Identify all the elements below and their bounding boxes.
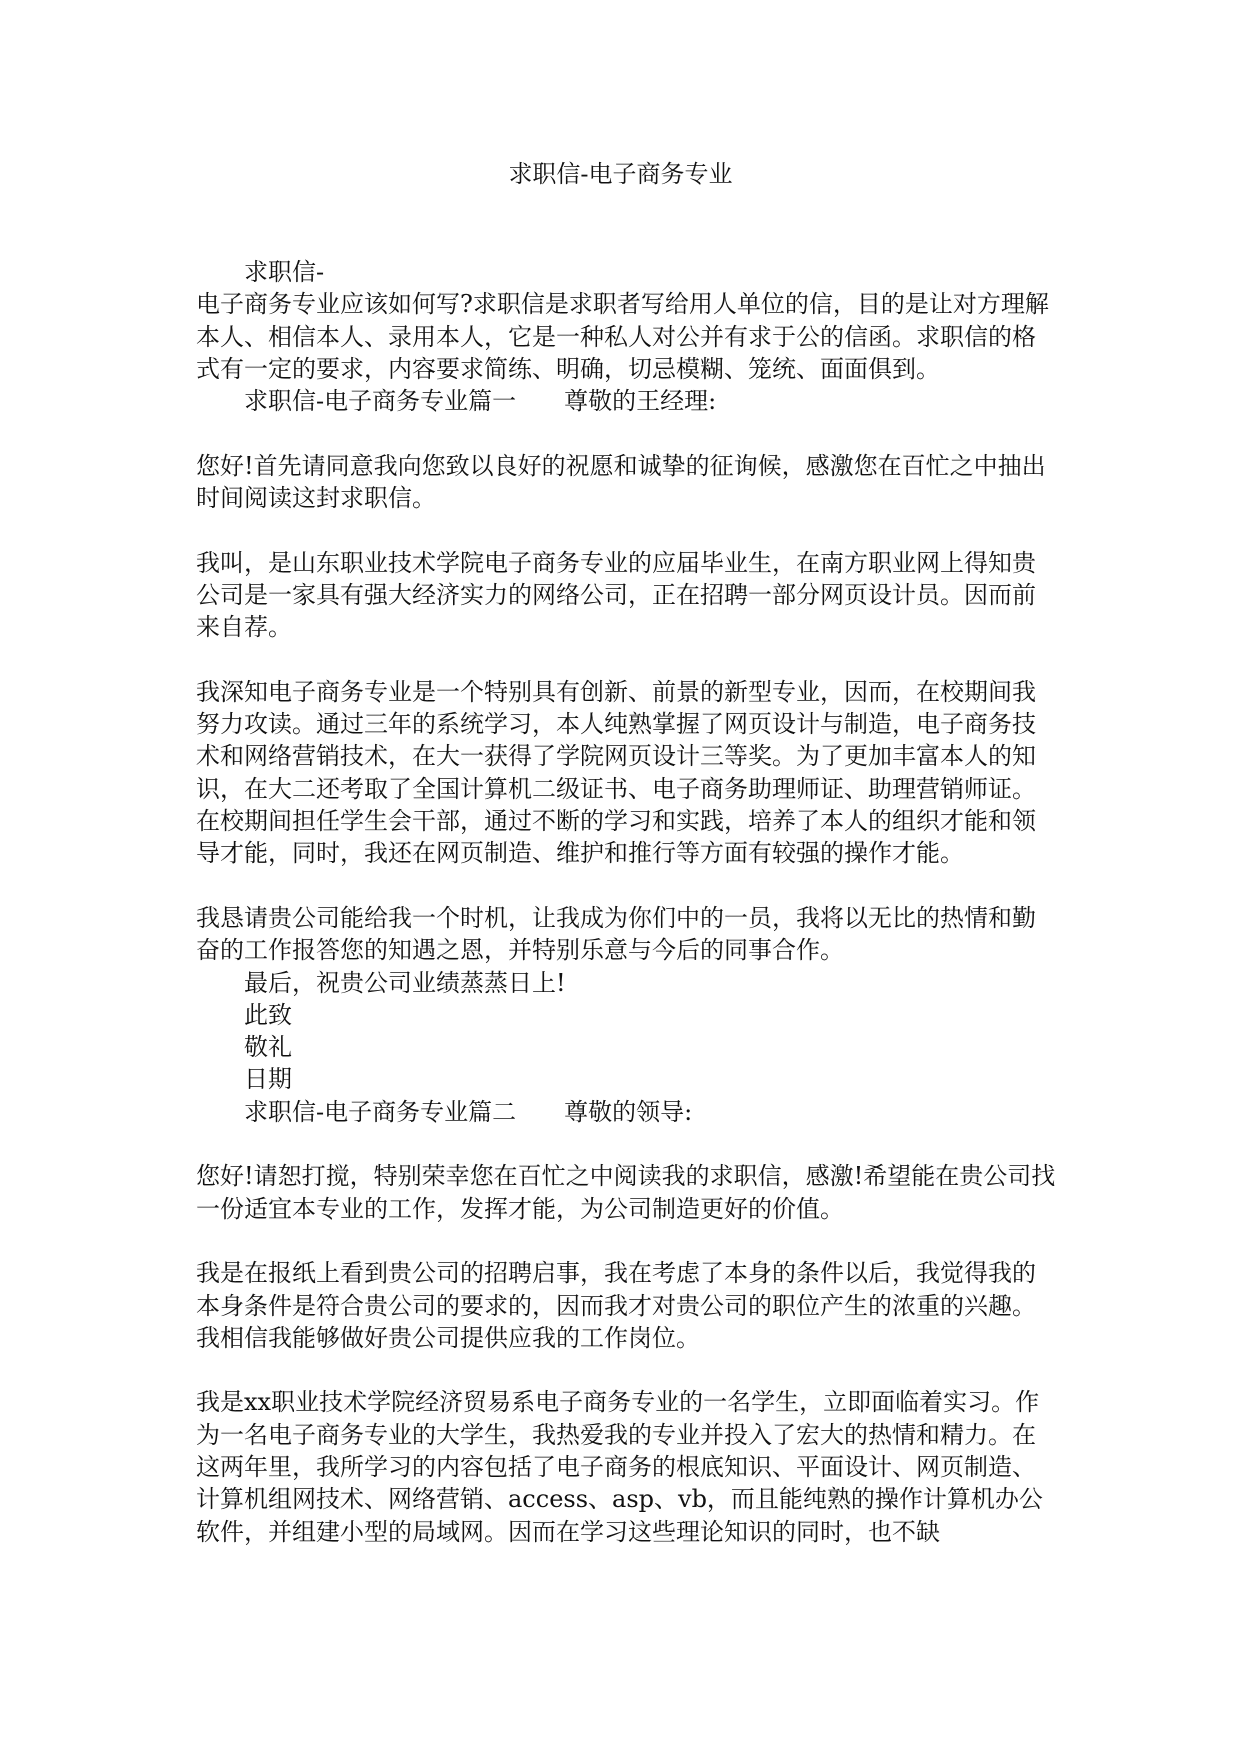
letter2-paragraph: 您好!请恕打搅，特别荣幸您在百忙之中阅读我的求职信，感激!希望能在贵公司找一份适宜本专业的工作，发挥才能，为公司制造更好的价值。	[196, 1162, 1056, 1223]
letter2-paragraph: 我是在报纸上看到贵公司的招聘启事，我在考虑了本身的条件以后，我觉得我的本身条件是符合贵公司的要求的，因而我才对贵公司的职位产生的浓重的兴趣。我相信我能够做好贵公司提供应我的工作岗位。	[196, 1259, 1036, 1352]
letter1-closing: 最后，祝贵公司业绩蒸蒸日上!	[244, 968, 566, 997]
intro-heading: 求职信-	[244, 258, 325, 286]
letter1-heading-line	[196, 385, 1056, 417]
letter1-heading: 求职信-电子商务专业篇一	[244, 387, 517, 416]
letter2-heading-line	[196, 1096, 1056, 1128]
letter1-date: 日期	[244, 1065, 292, 1094]
letter1-paragraph: 我恳请贵公司能给我一个时机，让我成为你们中的一员，我将以无比的热情和勤奋的工作报答您的知遇之恩，并特别乐意与今后的同事合作。	[196, 903, 1036, 965]
letter2-paragraph: 我是xx职业技术学院经济贸易系电子商务专业的一名学生，立即面临着实习。作为一名电子商务专业的大学生，我热爱我的专业并投入了宏大的热情和精力。在这两年里，我所学习的内容包括了电子商务的根底知识、平面设计、网页制造、计算机组网技术、网络营销、access、asp、vb，而且能纯熟的操作计算机办公软件，并组建小型的局域网。因而在学习这些理论知识的同时，也不缺	[196, 1388, 1043, 1546]
letter1-closing: 此致	[244, 1000, 292, 1029]
letter1-paragraph: 我深知电子商务专业是一个特别具有创新、前景的新型专业，因而，在校期间我努力攻读。通过三年的系统学习，本人纯熟掌握了网页设计与制造，电子商务技术和网络营销技术，在大一获得了学院网页设计三等奖。为了更加丰富本人的知识，在大二还考取了全国计算机二级证书、电子商务助理师证、助理营销师证。在校期间担任学生会干部，通过不断的学习和实践，培养了本人的组织才能和领导才能，同时，我还在网页制造、维护和推行等方面有较强的操作才能。	[196, 677, 1036, 868]
letter1-paragraph: 您好!首先请同意我向您致以良好的祝愿和诚挚的征询候，感激您在百忙之中抽出时间阅读这封求职信。	[196, 451, 1046, 513]
letter1-salutation: 尊敬的王经理:	[564, 387, 717, 416]
letter1-paragraph: 我叫，是山东职业技术学院电子商务专业的应届毕业生，在南方职业网上得知贵公司是一家具有强大经济实力的网络公司，正在招聘一部分网页设计员。因而前来自荐。	[196, 548, 1036, 642]
letter1-closing: 敬礼	[244, 1033, 292, 1062]
letter2-salutation: 尊敬的领导:	[564, 1097, 693, 1126]
document-title: 求职信-电子商务专业	[508, 160, 733, 188]
intro-paragraph: 电子商务专业应该如何写?求职信是求职者写给用人单位的信，目的是让对方理解本人、相信本人、录用本人，它是一种私人对公并有求于公的信函。求职信的格式有一定的要求，内容要求简练、明确，切忌模糊、笼统、面面俱到。	[196, 290, 1049, 383]
document-body	[196, 256, 1056, 1548]
letter2-heading: 求职信-电子商务专业篇二	[244, 1097, 517, 1126]
